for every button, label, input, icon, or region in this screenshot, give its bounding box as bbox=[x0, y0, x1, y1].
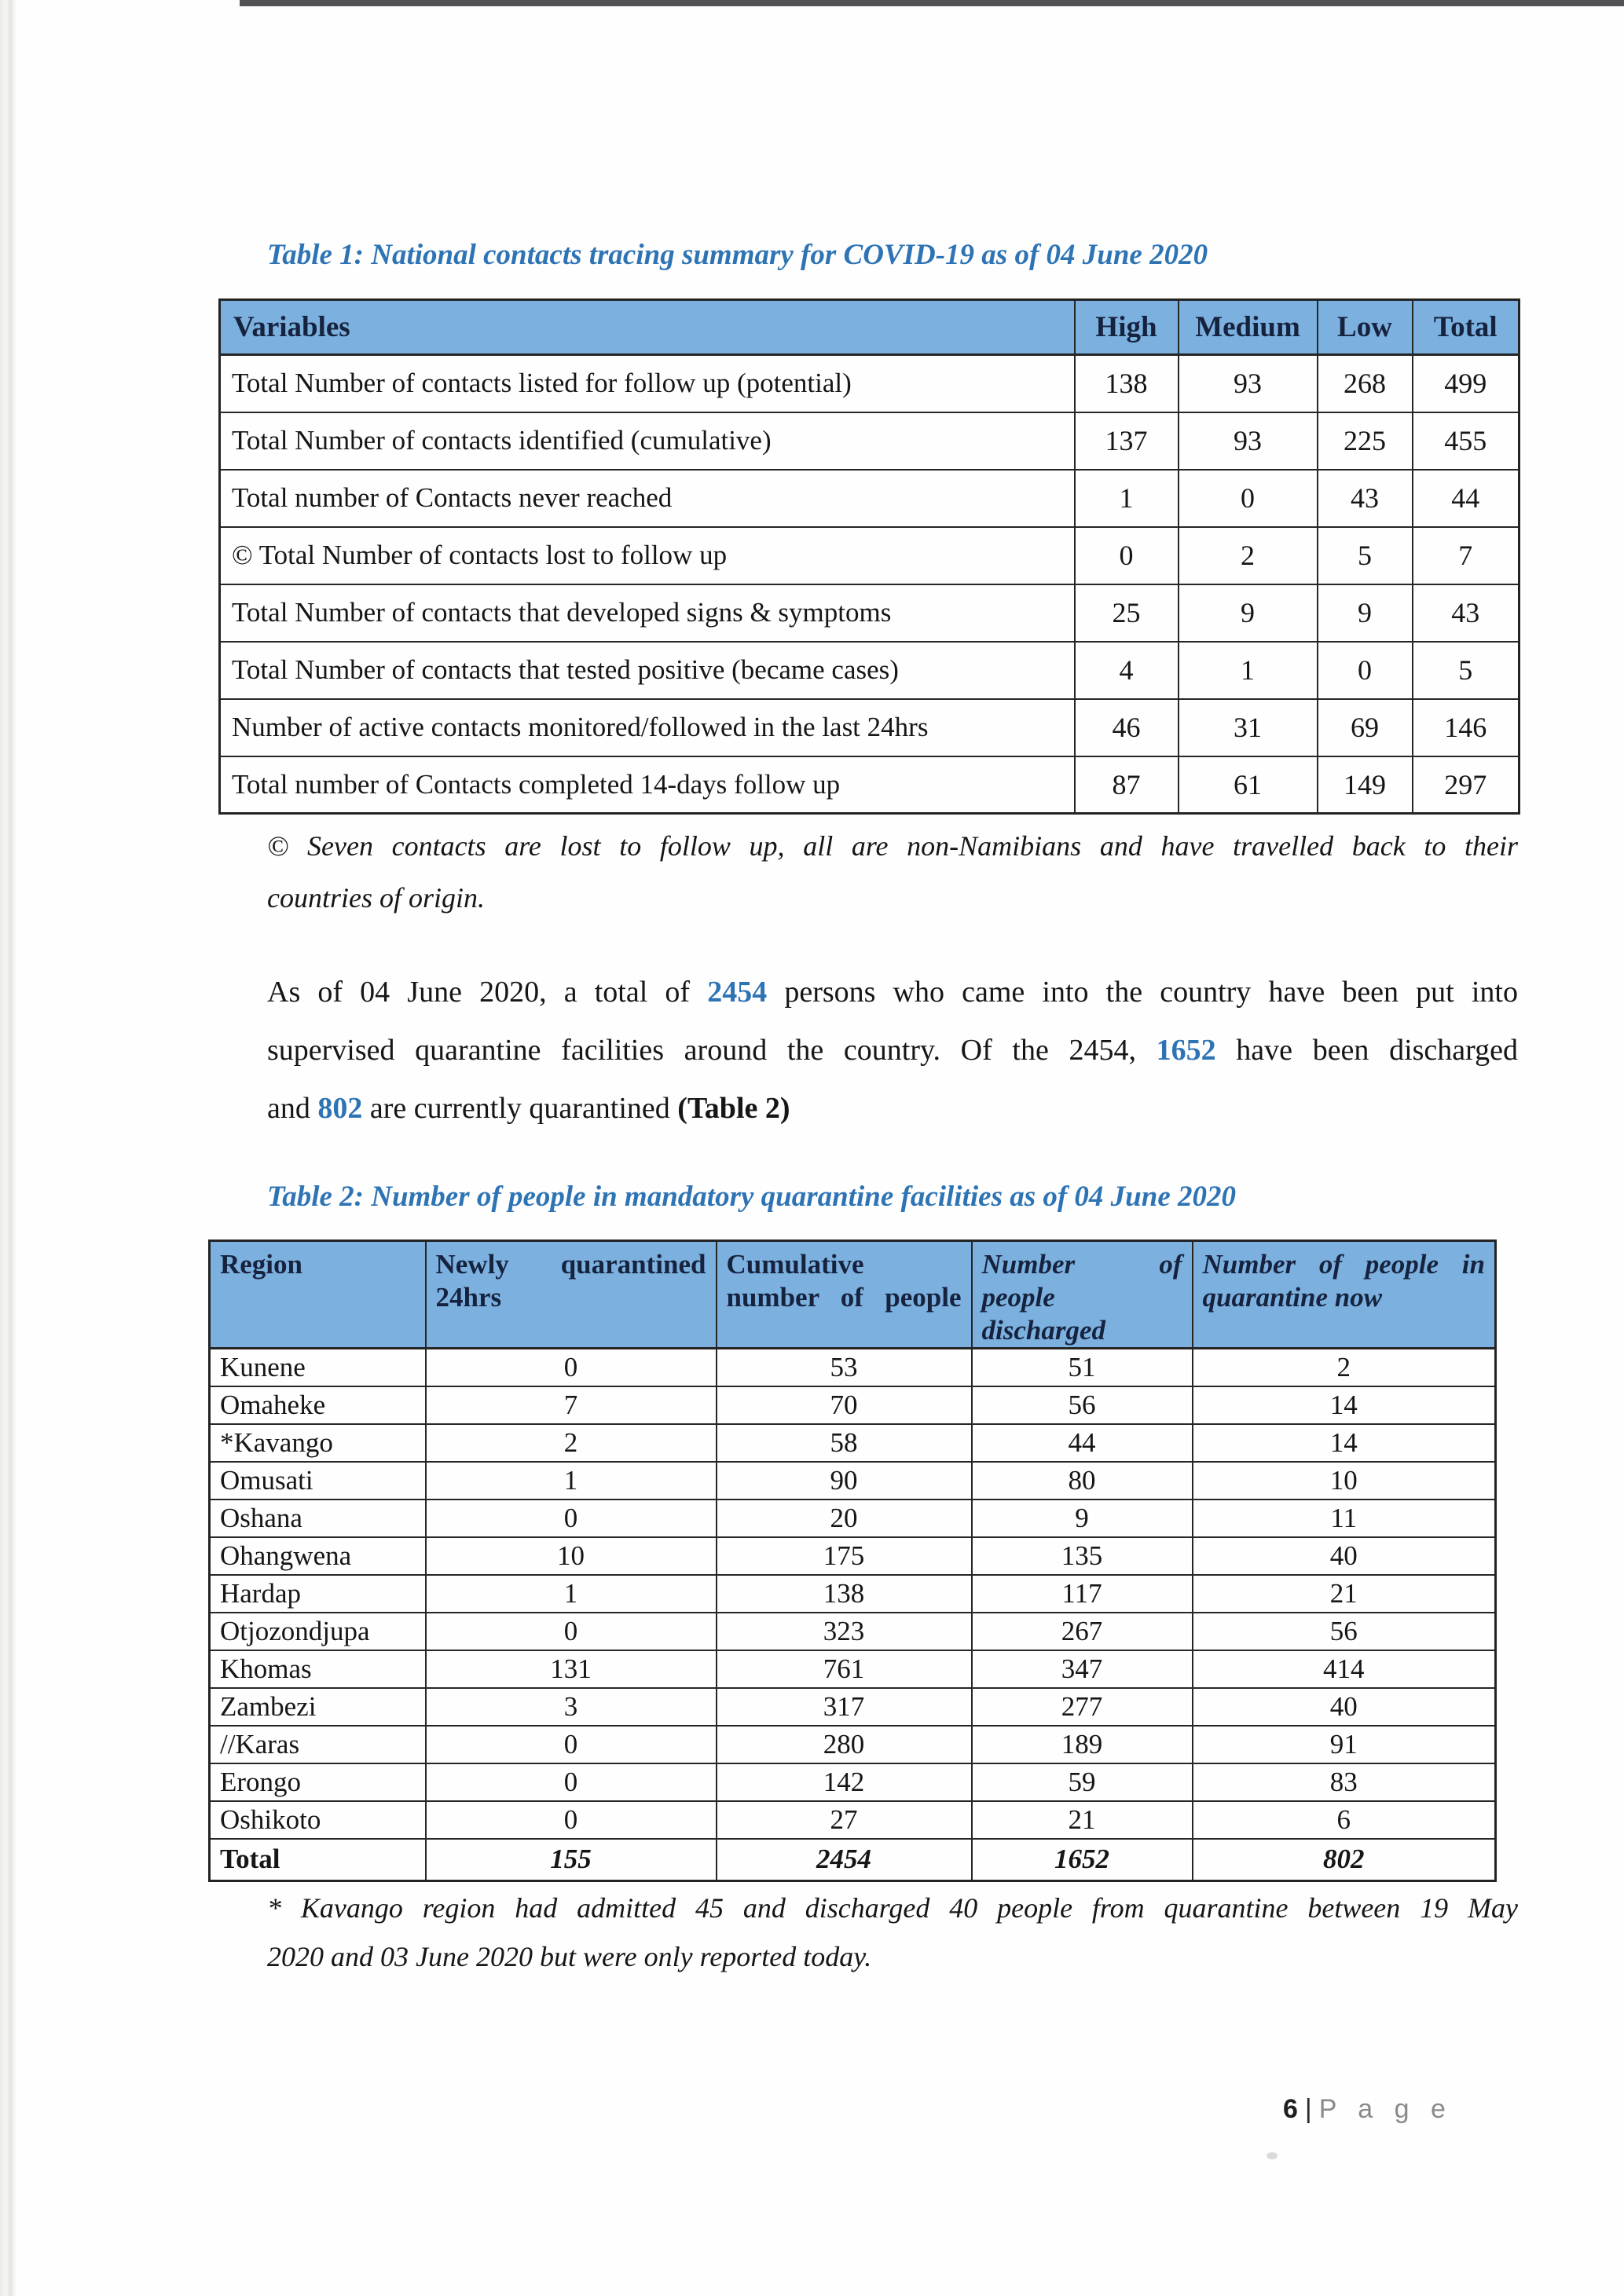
table2-region-label: Omaheke bbox=[210, 1386, 426, 1424]
table1-cell-total: 43 bbox=[1413, 584, 1520, 642]
table2-cell-now: 11 bbox=[1193, 1500, 1496, 1537]
table1-caption: Table 1: National contacts tracing summary for COVID-19 as of 04 June 2020 bbox=[267, 239, 1208, 271]
table2-cell-newly: 0 bbox=[426, 1763, 717, 1801]
paragraph-text: persons who came into the country have been put into bbox=[767, 976, 1518, 1009]
table2-cell-cumulative: 280 bbox=[717, 1726, 972, 1763]
table2-cell-cumulative: 53 bbox=[717, 1349, 972, 1386]
table1-cell-high: 46 bbox=[1075, 699, 1179, 756]
table1-cell-low: 5 bbox=[1318, 527, 1413, 584]
table-row bbox=[210, 1500, 1496, 1537]
page-number-word: P a g e bbox=[1318, 2094, 1453, 2124]
table2-region-label: Ohangwena bbox=[210, 1537, 426, 1575]
table2-reference: (Table 2) bbox=[677, 1092, 790, 1125]
table1-cell-medium: 0 bbox=[1179, 470, 1318, 527]
table1-cell-medium: 93 bbox=[1179, 412, 1318, 470]
paragraph-text: are currently quarantined bbox=[362, 1092, 678, 1125]
table1-cell-high: 1 bbox=[1075, 470, 1179, 527]
table2-cell-cumulative: 90 bbox=[717, 1462, 972, 1500]
paragraph-text: As of 04 June 2020, a total of bbox=[267, 976, 708, 1009]
table2-cell-cumulative: 70 bbox=[717, 1386, 972, 1424]
table2-header-newly-quarantined bbox=[426, 1241, 717, 1349]
table-row bbox=[210, 1763, 1496, 1801]
table-row bbox=[210, 1650, 1496, 1688]
table2-total-newly: 155 bbox=[426, 1839, 717, 1881]
table1-cell-medium: 93 bbox=[1179, 355, 1318, 412]
table1-row-label: Total Number of contacts listed for follow up (potential) bbox=[220, 355, 1075, 412]
table1-footnote bbox=[267, 820, 1518, 924]
table1-cell-low: 69 bbox=[1318, 699, 1413, 756]
header-line: Number of people in bbox=[1202, 1249, 1485, 1280]
scan-speck-artifact bbox=[1267, 2152, 1278, 2159]
table2-cell-now: 6 bbox=[1193, 1801, 1496, 1839]
table2-cell-cumulative: 317 bbox=[717, 1688, 972, 1726]
table2-cell-now: 83 bbox=[1193, 1763, 1496, 1801]
table2-cell-newly: 1 bbox=[426, 1575, 717, 1613]
table2-header-cumulative bbox=[717, 1241, 972, 1349]
table2-cell-cumulative: 142 bbox=[717, 1763, 972, 1801]
table1-row-label: Total number of Contacts never reached bbox=[220, 470, 1075, 527]
paragraph-line bbox=[267, 1079, 1518, 1137]
table2-total-cumulative: 2454 bbox=[717, 1839, 972, 1881]
table1-cell-medium: 1 bbox=[1179, 642, 1318, 699]
table2-cell-newly: 0 bbox=[426, 1613, 717, 1650]
page-number-divider: | bbox=[1304, 2094, 1312, 2124]
table2-caption: Table 2: Number of people in mandatory quarantine facilities as of 04 June 2020 bbox=[267, 1181, 1237, 1213]
table2-cell-discharged: 267 bbox=[972, 1613, 1193, 1650]
table2-region-label: Zambezi bbox=[210, 1688, 426, 1726]
table2-cell-newly: 2 bbox=[426, 1424, 717, 1462]
table-row bbox=[220, 527, 1520, 584]
table2-region-label: Erongo bbox=[210, 1763, 426, 1801]
table2-header-in-quarantine-now bbox=[1193, 1241, 1496, 1349]
table1-cell-high: 87 bbox=[1075, 756, 1179, 814]
currently-quarantined-count: 802 bbox=[317, 1092, 363, 1125]
page-number-value: 6 bbox=[1283, 2094, 1298, 2124]
table2-cell-now: 91 bbox=[1193, 1726, 1496, 1763]
table2-region-label: Hardap bbox=[210, 1575, 426, 1613]
table1-cell-total: 7 bbox=[1413, 527, 1520, 584]
table2-cell-discharged: 135 bbox=[972, 1537, 1193, 1575]
table2-cell-cumulative: 20 bbox=[717, 1500, 972, 1537]
table2-cell-now: 21 bbox=[1193, 1575, 1496, 1613]
table2-header-discharged bbox=[972, 1241, 1193, 1349]
table2-cell-discharged: 277 bbox=[972, 1688, 1193, 1726]
header-line: Cumulative bbox=[726, 1249, 864, 1280]
table-row bbox=[210, 1424, 1496, 1462]
table2-cell-discharged: 44 bbox=[972, 1424, 1193, 1462]
table1-header-row bbox=[220, 300, 1520, 355]
table2-cell-discharged: 56 bbox=[972, 1386, 1193, 1424]
table2-cell-now: 414 bbox=[1193, 1650, 1496, 1688]
table2-cell-newly: 0 bbox=[426, 1726, 717, 1763]
table2-cell-cumulative: 138 bbox=[717, 1575, 972, 1613]
table1-cell-total: 5 bbox=[1413, 642, 1520, 699]
paragraph-line bbox=[267, 963, 1518, 1021]
table2-cell-discharged: 80 bbox=[972, 1462, 1193, 1500]
table-row bbox=[210, 1801, 1496, 1839]
table1-cell-medium: 9 bbox=[1179, 584, 1318, 642]
paragraph-text: supervised quarantine facilities around the country. Of the 2454, bbox=[267, 1034, 1157, 1067]
table2-region-label: Kunene bbox=[210, 1349, 426, 1386]
table2-cell-now: 40 bbox=[1193, 1688, 1496, 1726]
table-row bbox=[220, 412, 1520, 470]
table2-cell-newly: 3 bbox=[426, 1688, 717, 1726]
footnote-line: 2020 and 03 June 2020 but were only reported today. bbox=[267, 1941, 872, 1972]
table-row bbox=[210, 1537, 1496, 1575]
table2-cell-discharged: 189 bbox=[972, 1726, 1193, 1763]
table1-cell-total: 499 bbox=[1413, 355, 1520, 412]
table1-row-label: Total number of Contacts completed 14-days follow up bbox=[220, 756, 1075, 814]
table1-cell-medium: 31 bbox=[1179, 699, 1318, 756]
header-line: number of people bbox=[726, 1282, 962, 1313]
table2-cell-cumulative: 58 bbox=[717, 1424, 972, 1462]
table1-cell-medium: 2 bbox=[1179, 527, 1318, 584]
table1-cell-low: 43 bbox=[1318, 470, 1413, 527]
table2-cell-cumulative: 323 bbox=[717, 1613, 972, 1650]
table-row bbox=[210, 1726, 1496, 1763]
header-line: quarantine now bbox=[1202, 1282, 1383, 1313]
table2-cell-cumulative: 175 bbox=[717, 1537, 972, 1575]
table-row bbox=[210, 1462, 1496, 1500]
footnote-line: © Seven contacts are lost to follow up, all are non-Namibians and have travelled back to their bbox=[267, 830, 1518, 862]
table1-row-label: Total Number of contacts identified (cumulative) bbox=[220, 412, 1075, 470]
table-row bbox=[210, 1688, 1496, 1726]
table2-total-label: Total bbox=[210, 1839, 426, 1881]
table2-region-label: Otjozondjupa bbox=[210, 1613, 426, 1650]
header-line: Number of bbox=[981, 1249, 1182, 1280]
table1-cell-low: 149 bbox=[1318, 756, 1413, 814]
table1-header-total: Total bbox=[1413, 300, 1520, 355]
table-row bbox=[220, 355, 1520, 412]
table1-cell-high: 4 bbox=[1075, 642, 1179, 699]
table2-cell-newly: 0 bbox=[426, 1801, 717, 1839]
table1-cell-total: 146 bbox=[1413, 699, 1520, 756]
header-line: people bbox=[981, 1282, 1055, 1313]
table1-cell-high: 25 bbox=[1075, 584, 1179, 642]
table2-cell-cumulative: 27 bbox=[717, 1801, 972, 1839]
table2-cell-now: 14 bbox=[1193, 1424, 1496, 1462]
table2-cell-discharged: 9 bbox=[972, 1500, 1193, 1537]
body-paragraph bbox=[267, 963, 1518, 1137]
table1-cell-total: 297 bbox=[1413, 756, 1520, 814]
table2-cell-newly: 1 bbox=[426, 1462, 717, 1500]
table-row bbox=[220, 584, 1520, 642]
table-row bbox=[220, 699, 1520, 756]
table2-cell-newly: 10 bbox=[426, 1537, 717, 1575]
header-line: discharged bbox=[981, 1315, 1105, 1346]
table2-quarantine-facilities bbox=[208, 1240, 1497, 1882]
table1-header-variables: Variables bbox=[220, 300, 1075, 355]
table2-cell-discharged: 117 bbox=[972, 1575, 1193, 1613]
header-line: Region bbox=[220, 1249, 302, 1280]
table-row bbox=[210, 1349, 1496, 1386]
scan-edge-top-artifact bbox=[240, 0, 1624, 6]
table2-region-label: Khomas bbox=[210, 1650, 426, 1688]
table2-cell-now: 40 bbox=[1193, 1537, 1496, 1575]
table1-header-medium: Medium bbox=[1179, 300, 1318, 355]
table1-row-label: Number of active contacts monitored/followed in the last 24hrs bbox=[220, 699, 1075, 756]
table-row bbox=[220, 642, 1520, 699]
table2-region-label: //Karas bbox=[210, 1726, 426, 1763]
table1-cell-medium: 61 bbox=[1179, 756, 1318, 814]
table2-cell-cumulative: 761 bbox=[717, 1650, 972, 1688]
table1-row-label: Total Number of contacts that developed signs & symptoms bbox=[220, 584, 1075, 642]
table1-cell-low: 268 bbox=[1318, 355, 1413, 412]
header-line: Newly quarantined bbox=[435, 1249, 706, 1280]
table2-header-row bbox=[210, 1241, 1496, 1349]
table1-header-low: Low bbox=[1318, 300, 1413, 355]
table-row bbox=[210, 1386, 1496, 1424]
table1-contacts-tracing bbox=[218, 298, 1520, 815]
table2-cell-newly: 7 bbox=[426, 1386, 717, 1424]
table1-row-label: © Total Number of contacts lost to follow up bbox=[220, 527, 1075, 584]
table2-cell-discharged: 21 bbox=[972, 1801, 1193, 1839]
table2-cell-discharged: 59 bbox=[972, 1763, 1193, 1801]
table2-cell-discharged: 51 bbox=[972, 1349, 1193, 1386]
table2-region-label: Oshikoto bbox=[210, 1801, 426, 1839]
table2-cell-now: 14 bbox=[1193, 1386, 1496, 1424]
table2-region-label: Omusati bbox=[210, 1462, 426, 1500]
table1-cell-low: 9 bbox=[1318, 584, 1413, 642]
quarantined-total-count: 2454 bbox=[707, 976, 768, 1009]
table2-cell-now: 2 bbox=[1193, 1349, 1496, 1386]
table1-cell-high: 0 bbox=[1075, 527, 1179, 584]
table1-cell-total: 44 bbox=[1413, 470, 1520, 527]
footnote-line: * Kavango region had admitted 45 and discharged 40 people from quarantine between 19 May bbox=[267, 1892, 1518, 1924]
table2-footnote bbox=[267, 1884, 1518, 1981]
table2-cell-newly: 131 bbox=[426, 1650, 717, 1688]
table1-cell-low: 225 bbox=[1318, 412, 1413, 470]
table2-header-region bbox=[210, 1241, 426, 1349]
table2-region-label: Oshana bbox=[210, 1500, 426, 1537]
table2-total-now: 802 bbox=[1193, 1839, 1496, 1881]
table2-region-label: *Kavango bbox=[210, 1424, 426, 1462]
table-row bbox=[220, 756, 1520, 814]
table-row bbox=[220, 470, 1520, 527]
paragraph-line bbox=[267, 1021, 1518, 1079]
table2-cell-newly: 0 bbox=[426, 1349, 717, 1386]
table2-cell-discharged: 347 bbox=[972, 1650, 1193, 1688]
table1-header-high: High bbox=[1075, 300, 1179, 355]
table2-total-row bbox=[210, 1839, 1496, 1881]
header-line: 24hrs bbox=[435, 1282, 502, 1313]
table2-cell-now: 56 bbox=[1193, 1613, 1496, 1650]
page-number bbox=[1283, 2094, 1453, 2125]
footnote-line: countries of origin. bbox=[267, 882, 485, 914]
table2-total-discharged: 1652 bbox=[972, 1839, 1193, 1881]
table2-cell-newly: 0 bbox=[426, 1500, 717, 1537]
table1-cell-low: 0 bbox=[1318, 642, 1413, 699]
table1-cell-high: 137 bbox=[1075, 412, 1179, 470]
table1-cell-total: 455 bbox=[1413, 412, 1520, 470]
table1-cell-high: 138 bbox=[1075, 355, 1179, 412]
discharged-count: 1652 bbox=[1156, 1034, 1216, 1067]
table1-row-label: Total Number of contacts that tested positive (became cases) bbox=[220, 642, 1075, 699]
table-row bbox=[210, 1613, 1496, 1650]
scan-edge-left-artifact bbox=[0, 0, 19, 2296]
paragraph-text: have been discharged bbox=[1215, 1034, 1518, 1067]
table-row bbox=[210, 1575, 1496, 1613]
table2-cell-now: 10 bbox=[1193, 1462, 1496, 1500]
paragraph-text: and bbox=[267, 1092, 318, 1125]
